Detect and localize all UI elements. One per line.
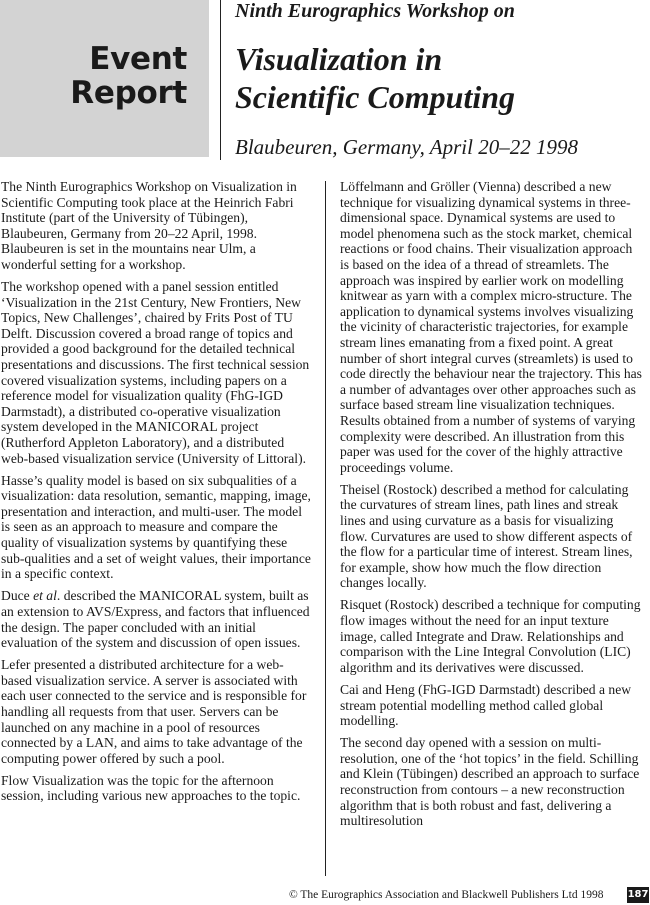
title-line-1: Visualization in bbox=[235, 41, 443, 77]
copyright-footer: © The Eurographics Association and Blackwell Publishers Ltd 1998 bbox=[289, 889, 604, 901]
title-line-2: Scientific Computing bbox=[235, 79, 516, 115]
paragraph: Theisel (Rostock) described a method for calculating the curvatures of stream lines, path lines and streak lines and using curvature as a basis for visualizing flow. Curvatures are used to show different aspects of the flow for a particular time of interest. Stream lines, for example, show how much the flow direction changes locally. bbox=[340, 481, 633, 591]
dateline: Blaubeuren, Germany, April 20–22 1998 bbox=[235, 135, 578, 159]
paragraph: Cai and Heng (FhG-IGD Darmstadt) described a new stream potential modelling method called global modelling. bbox=[340, 681, 632, 729]
author-name: Duce bbox=[1, 588, 34, 604]
paragraph: The second day opened with a session on multi-resolution, one of the ‘hot topics’ in the field. Schilling and Klein (Tübingen) described an approach to surface reconstruction from contours – a new reconstruction algorithm that is both robust and fast, delivering a multiresolution bbox=[340, 735, 640, 829]
header-divider bbox=[220, 0, 221, 160]
paragraph-text: . described the MANICORAL system, built as an extension to AVS/Express, and factors that influenced the design. The paper concluded with an initial evaluation of the system and discussion of open issues. bbox=[1, 588, 310, 651]
left-column bbox=[1, 179, 313, 879]
right-column bbox=[340, 179, 643, 879]
report-label: Report bbox=[70, 75, 187, 111]
page-number: 187 bbox=[627, 887, 649, 903]
article-title bbox=[235, 40, 515, 116]
workshop-heading: Ninth Eurographics Workshop on bbox=[235, 0, 515, 22]
paragraph: Risquet (Rostock) described a technique for computing flow images without the need for an input texture image, called Integrate and Draw. Relationships and comparison with the Line Integral Convolution (LIC) algorithm and its derivatives were discussed. bbox=[340, 597, 641, 675]
paragraph: Hasse’s quality model is based on six subqualities of a visualization: data resolution, semantic, mapping, image, presentation and interaction, and multi-user. The model is seen as an approach to measure and compare the quality of visualization systems by quantifying these sub-qualities and a set of weight values, their importance in a specific context. bbox=[1, 472, 311, 582]
paragraph: The workshop opened with a panel session entitled ‘Visualization in the 21st Century, New Frontiers, New Topics, New Challenges’, chaired by Frits Post of TU Delft. Discussion covered a broad range of topics and provided a good background for the detailed technical presentations and discussions. The first technical session covered visualization systems, including papers on a reference model for visualization quality (FhG-IGD Darmstadt), a distributed co-operative visualization system developed in the MANICORAL project (Rutherford Appleton Laboratory), and a distributed web-based visualization service (University of Littoral). bbox=[1, 279, 310, 466]
paragraph: Löffelmann and Gröller (Vienna) described a new technique for visualizing dynamical systems in three-dimensional space. Dynamical systems are used to model phenomena such as the stock market, chemical reactions or food chains. Their visualization approach is based on the idea of a thread of streamlets. The approach was inspired by earlier work on modelling knitwear as yarn with a complex micro-structure. The application to dynamical systems involves visualizing the vicinity of characteristic trajectories, for example stream lines emanating from a fixed point. A great number of short integral curves (streamlets) is used to code directly the behaviour near the trajectory. This has a number of advantages over other approaches such as surface based stream line visualization techniques. Results obtained from a number of systems of varying complexity were described. An illustration from this paper was used for the cover of the highly attractive proceedings volume. bbox=[340, 179, 642, 475]
paragraph: Lefer presented a distributed architecture for a web-based visualization service. A server is associated with each user connected to the service and is responsible for handling all requests from that user. Servers can be launched on any machine in a pool of resources connected by a LAN, and aims to take advantage of the computing power offered by such a pool. bbox=[1, 657, 307, 766]
event-label: Event bbox=[89, 41, 187, 77]
et-al: et al bbox=[33, 588, 57, 604]
event-report-label bbox=[70, 42, 187, 110]
paragraph: Flow Visualization was the topic for the afternoon session, including various new approaches to the topic. bbox=[1, 772, 301, 804]
paragraph bbox=[1, 588, 313, 650]
paragraph: The Ninth Eurographics Workshop on Visualization in Scientific Computing took place at the Heinrich Fabri Institute (part of the University of Tübingen), Blaubeuren, Germany from 20–22 April, 1998. Blaubeuren is set in the mountains near Ulm, a wonderful setting for a workshop. bbox=[1, 179, 297, 272]
column-divider bbox=[325, 181, 326, 876]
event-report-box bbox=[0, 0, 209, 157]
